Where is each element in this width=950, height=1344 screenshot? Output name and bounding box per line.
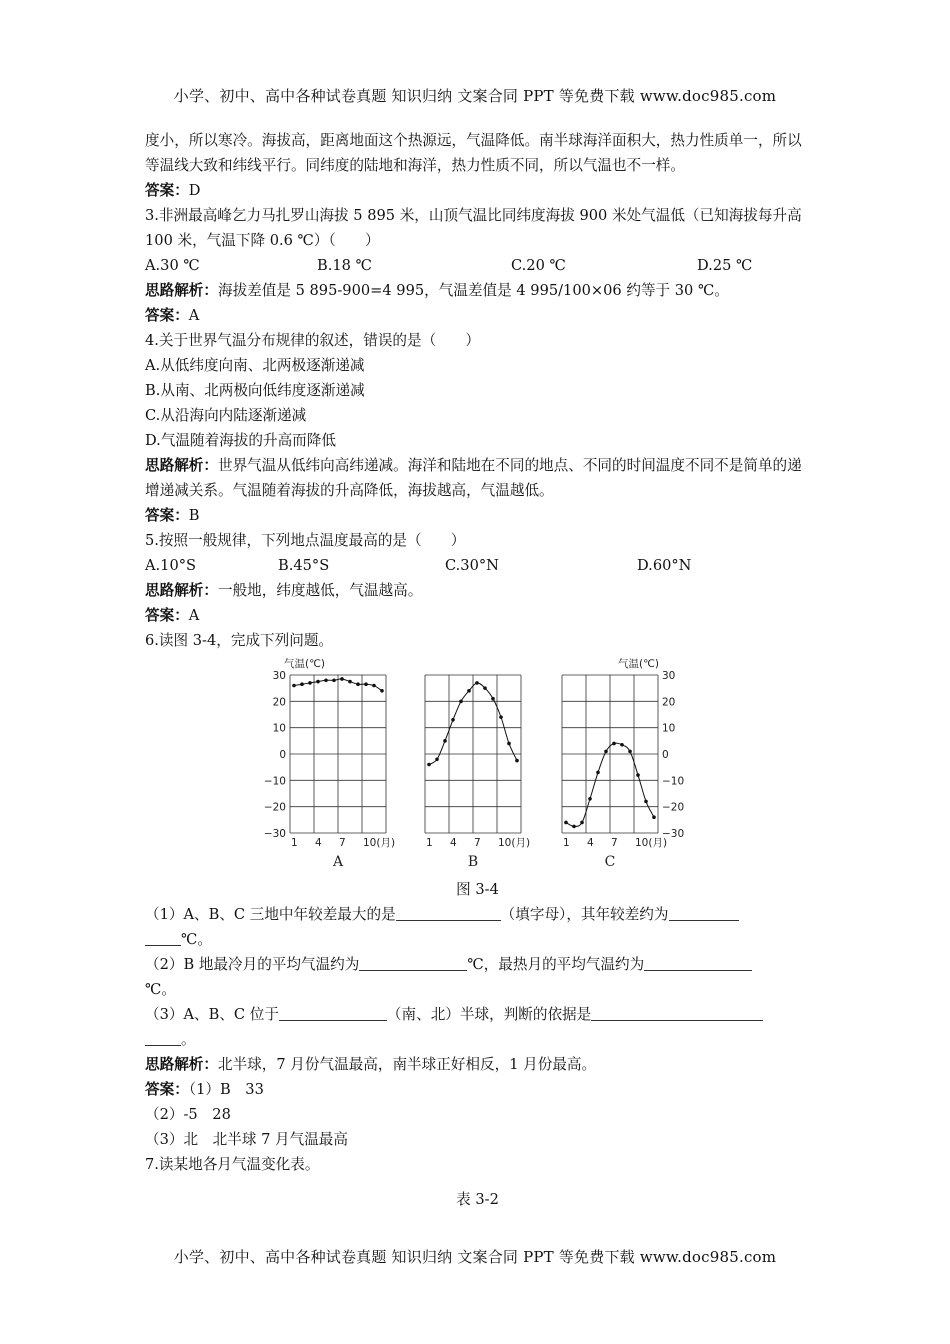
q5-option-c: C.30°N bbox=[445, 557, 499, 574]
data-point bbox=[620, 743, 624, 747]
q5-option-d: D.60°N bbox=[637, 557, 692, 574]
question-3-stem: 3.非洲最高峰乞力马扎罗山海拔 5 895 米，山顶气温比同纬度海拔 900 米处气温低（已知海拔每升高 100 米，气温下降 0.6 ℃）（ ） bbox=[145, 207, 802, 249]
q3-option-d: D.25 ℃ bbox=[697, 257, 753, 274]
prev-answer: 答案：D bbox=[145, 182, 201, 199]
x-tick-label: 10(月) bbox=[498, 837, 531, 849]
data-point bbox=[435, 757, 439, 761]
q3-option-b: B.18 ℃ bbox=[317, 257, 372, 274]
question-6-stem: 6.读图 3-4，完成下列问题。 bbox=[145, 632, 334, 649]
q4-option-d: D.气温随着海拔的升高而降低 bbox=[145, 432, 336, 449]
data-point bbox=[475, 681, 479, 685]
x-tick-label: 4 bbox=[587, 837, 594, 849]
blank-6a[interactable] bbox=[591, 1002, 763, 1021]
data-point bbox=[483, 686, 487, 690]
y-tick-label: 10 bbox=[662, 722, 676, 735]
x-tick-label: 4 bbox=[450, 837, 457, 849]
data-point bbox=[652, 815, 656, 819]
q6-sub1: （1）A、B、C 三地中年较差最大的是 （填字母），其年较差约为 bbox=[145, 902, 810, 927]
q4-option-a: A.从低纬度向南、北两极逐渐递减 bbox=[145, 357, 365, 374]
blank-3[interactable] bbox=[359, 952, 467, 971]
question-4-analysis: 思路解析：世界气温从低纬向高纬递减。海洋和陆地在不同的地点、不同的时间温度不同不是简单的递增递减关系。气温随着海拔的升高降低，海拔越高，气温越低。 bbox=[145, 457, 802, 499]
q3-option-c: C.20 ℃ bbox=[511, 257, 566, 274]
data-point bbox=[340, 677, 344, 681]
data-point bbox=[451, 718, 455, 722]
y-tick-label: 20 bbox=[662, 696, 676, 709]
data-point bbox=[564, 821, 568, 825]
x-tick-label: 4 bbox=[315, 837, 322, 849]
y-axis-label: 气温(℃) bbox=[284, 658, 325, 670]
x-tick-label: 10(月) bbox=[363, 837, 396, 849]
data-point bbox=[515, 759, 519, 763]
data-point bbox=[292, 684, 296, 688]
question-3-answer: 答案：A bbox=[145, 307, 200, 324]
y-tick-label: 30 bbox=[272, 670, 286, 682]
question-7-stem: 7.读某地各月气温变化表。 bbox=[145, 1156, 320, 1173]
data-point bbox=[332, 678, 336, 682]
q4-option-c: C.从沿海向内陆逐渐递减 bbox=[145, 407, 307, 424]
data-point bbox=[644, 800, 648, 804]
data-point bbox=[459, 700, 463, 704]
data-point bbox=[364, 682, 368, 686]
x-tick-label: 7 bbox=[474, 837, 481, 849]
data-point bbox=[324, 678, 328, 682]
y-axis-label: 气温(℃) bbox=[618, 658, 659, 670]
question-6-answer-2: （2）-5 28 bbox=[145, 1106, 231, 1123]
question-4-answer: 答案：B bbox=[145, 507, 200, 524]
y-tick-label: −30 bbox=[263, 828, 286, 840]
q6-sub3: （3）A、B、C 位于 （南、北）半球，判断的依据是 bbox=[145, 1002, 810, 1027]
q5-option-a: A.10°S bbox=[145, 557, 197, 574]
y-tick-label: −20 bbox=[662, 801, 685, 814]
q6-sub1-cont: ℃。 bbox=[145, 927, 810, 952]
x-tick-label: 1 bbox=[426, 837, 433, 849]
data-point bbox=[612, 742, 616, 746]
data-point bbox=[467, 689, 471, 693]
data-point bbox=[308, 681, 312, 685]
data-point bbox=[580, 821, 584, 825]
page-footer: 小学、初中、高中各种试卷真题 知识归纳 文案合同 PPT 等免费下载 www.doc985.com bbox=[173, 1248, 777, 1266]
x-tick-label: 1 bbox=[563, 837, 570, 849]
question-4-stem: 4.关于世界气温分布规律的叙述，错误的是（ ） bbox=[145, 332, 480, 349]
data-point bbox=[316, 680, 320, 684]
prev-question-text: 度小，所以寒冷。海拔高，距离地面这个热源远，气温降低。南半球海洋面积大，热力性质单一，所以等温线大致和纬线平行。同纬度的陆地和海洋，热力性质不同，所以气温也不一样。 bbox=[145, 132, 802, 174]
figure-caption: 图 3-4 bbox=[456, 881, 499, 898]
table-caption: 表 3-2 bbox=[456, 1191, 499, 1208]
question-5-stem: 5.按照一般规律，下列地点温度最高的是（ ） bbox=[145, 532, 466, 549]
y-tick-label: 30 bbox=[662, 670, 676, 682]
y-tick-label: 10 bbox=[272, 722, 286, 735]
question-3-analysis: 思路解析：海拔差值是 5 895-900=4 995，气温差值是 4 995/100×06 约等于 30 ℃。 bbox=[145, 282, 729, 299]
figure-3-4 bbox=[145, 655, 810, 877]
data-point bbox=[380, 689, 384, 693]
question-6-analysis: 思路解析：北半球，7 月份气温最高，南半球正好相反，1 月份最高。 bbox=[145, 1056, 597, 1073]
climate-charts bbox=[245, 655, 685, 875]
blank-2a[interactable] bbox=[669, 902, 739, 921]
page-header: 小学、初中、高中各种试卷真题 知识归纳 文案合同 PPT 等免费下载 www.doc985.com bbox=[173, 87, 777, 105]
data-point bbox=[588, 797, 592, 801]
y-tick-label: 20 bbox=[272, 696, 286, 709]
question-5-options bbox=[145, 553, 810, 578]
data-point bbox=[372, 684, 376, 688]
y-tick-label: −10 bbox=[263, 775, 286, 788]
blank-4[interactable] bbox=[644, 952, 752, 971]
x-tick-label: 1 bbox=[291, 837, 298, 849]
q5-option-b: B.45°S bbox=[278, 557, 330, 574]
y-tick-label: −10 bbox=[662, 775, 685, 788]
question-5-analysis: 思路解析：一般地，纬度越低，气温越高。 bbox=[145, 582, 423, 599]
data-point bbox=[443, 739, 447, 743]
data-point bbox=[572, 825, 576, 829]
data-point bbox=[427, 763, 431, 767]
x-tick-label: 7 bbox=[339, 837, 346, 849]
data-point bbox=[300, 682, 304, 686]
question-6-answer-3: （3）北 北半球 7 月气温最高 bbox=[145, 1131, 348, 1148]
q6-sub2-cont: ℃。 bbox=[145, 981, 176, 998]
document-body bbox=[145, 128, 810, 1212]
y-tick-label: 0 bbox=[279, 749, 286, 761]
q6-sub2: （2）B 地最冷月的平均气温约为 ℃，最热月的平均气温约为 bbox=[145, 952, 810, 977]
data-point bbox=[596, 771, 600, 775]
blank-5[interactable] bbox=[279, 1002, 387, 1021]
y-tick-label: 0 bbox=[662, 749, 669, 761]
blank-1[interactable] bbox=[396, 902, 501, 921]
chart-title-B: B bbox=[467, 854, 479, 870]
question-5-answer: 答案：A bbox=[145, 607, 200, 624]
chart-title-C: C bbox=[604, 854, 616, 870]
question-3-options bbox=[145, 253, 810, 278]
data-point bbox=[628, 750, 632, 754]
blank-2b[interactable] bbox=[145, 927, 181, 946]
x-tick-label: 7 bbox=[611, 837, 618, 849]
data-point bbox=[604, 750, 608, 754]
data-point bbox=[491, 697, 495, 701]
chart-title-A: A bbox=[332, 854, 344, 870]
q3-option-a: A.30 ℃ bbox=[145, 257, 200, 274]
data-point bbox=[507, 742, 511, 746]
question-6-answer: 答案：（1）B 33 bbox=[145, 1081, 264, 1098]
data-point bbox=[348, 680, 352, 684]
data-point bbox=[636, 773, 640, 777]
data-point bbox=[356, 682, 360, 686]
q4-option-b: B.从南、北两极向低纬度逐渐递减 bbox=[145, 382, 365, 399]
x-tick-label: 10(月) bbox=[635, 837, 668, 849]
y-tick-label: −30 bbox=[662, 828, 685, 840]
y-tick-label: −20 bbox=[263, 801, 286, 814]
data-point bbox=[499, 715, 503, 719]
q6-sub3-cont: 。 bbox=[145, 1027, 810, 1052]
blank-6b[interactable] bbox=[145, 1027, 181, 1046]
